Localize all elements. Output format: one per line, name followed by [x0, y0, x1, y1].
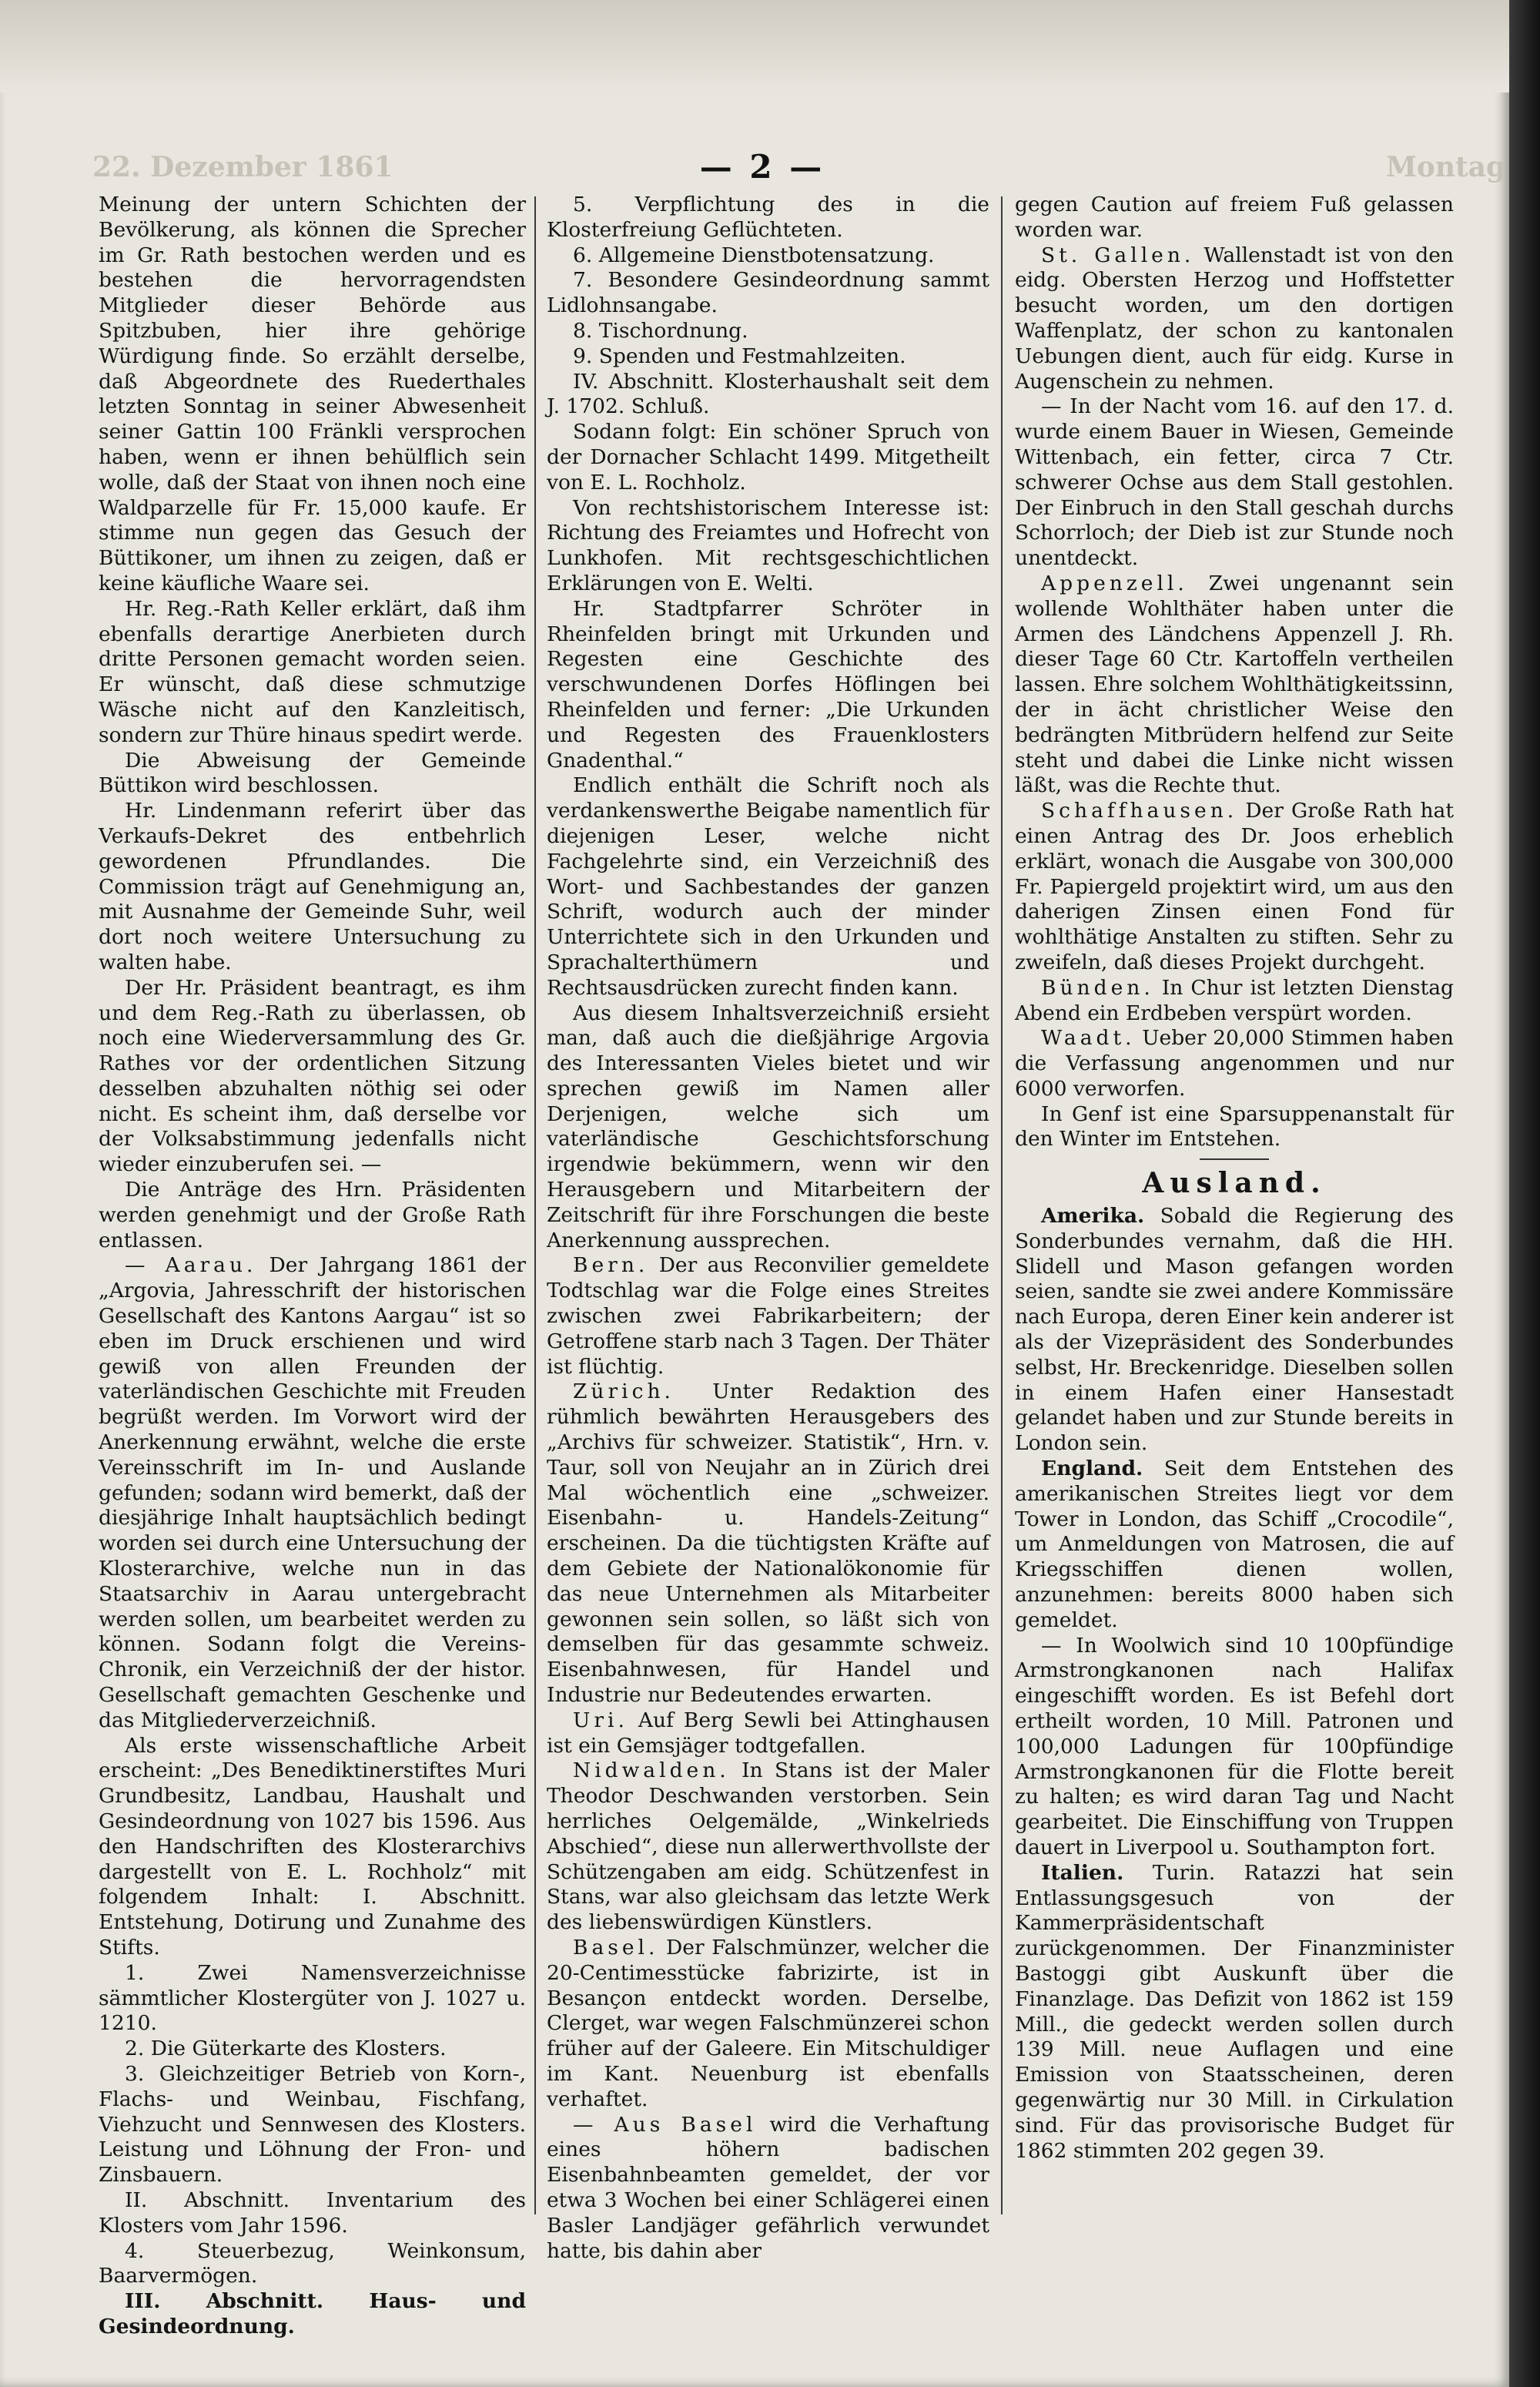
- list-item: III. Abschnitt. Haus- und Gesindeordnung.: [99, 2289, 526, 2338]
- news-text: Zwei ungenannt sein wollende Wohlthäter haben unter die Armen des Ländchens Appenzell J. Rh. dieser Tage 60 Ctr. Kartoffeln vertheilen lassen. Ehre solchem Wohlthätigkeitssinn, der in ächt christlicher Weise den bedrängten Mitbrüdern helfend zur Seite steht und dabei die Linke nicht wissen läßt, was die Rechte thut.: [1015, 571, 1454, 798]
- news-item: [547, 1758, 989, 1936]
- paragraph: Der Hr. Präsident beantragt, es ihm und dem Reg.-Rath zu überlassen, ob noch eine Wiederversammlung des Gr. Rathes vor der ordentlichen Sitzung desselben abzuhalten nöthig sei oder nicht. Es scheint ihm, daß derselbe vor der Volksabstimmung jedenfalls nicht wieder einzuberufen sei. —: [99, 975, 526, 1177]
- list-item: 4. Steuerbezug, Weinkonsum, Baarvermögen.: [99, 2238, 526, 2288]
- paragraph: Hr. Lindenmann referirt über das Verkaufs-Dekret des entbehrlich gewordenen Pfrundlandes. Die Commission trägt auf Genehmigung an, mit Ausnahme der Gemeinde Suhr, weil dort noch weitere Untersuchung zu walten habe.: [99, 799, 526, 974]
- paragraph: Von rechtshistorischem Interesse ist: Richtung des Freiamtes und Hofrecht von Lunkhofen. Mit rechtsgeschichtlichen Erklärungen von E. Welti.: [547, 495, 989, 595]
- news-text: In Stans ist der Maler Theodor Deschwanden verstorben. Sein herrliches Oelgemälde, „Winkelrieds Abschied“, diese nun allerwerthvollste der Schützengaben am eidg. Schützenfest in Stans, war also gleichsam das letzte Werk des liebenswürdigen Künstlers.: [547, 1758, 989, 1935]
- list-item: 7. Besondere Gesindeordnung sammt Lidlohnsangabe.: [547, 268, 989, 318]
- news-text: Turin. Ratazzi hat sein Entlassungsgesuch von der Kammerpräsidentschaft zurückgenommen. Der Finanzminister Bastoggi gibt Auskunft über die Finanzlage. Das Defizit von 1862 ist 159 Mill., die gedeckt werden sollen durch 139 Mill. neue Auflagen und eine Emission von Staatsscheinen, deren gegenwärtig nur 30 Mill. in Cirkulation sind. Für das provisorische Budget für 1862 stimmten 202 gegen 39.: [1015, 1860, 1454, 2163]
- news-item: [1015, 394, 1454, 572]
- column-1: [99, 193, 526, 2338]
- news-text: Ueber 20,000 Stimmen haben die Verfassung angenommen und nur 6000 verworfen.: [1015, 1026, 1454, 1101]
- news-item: [1015, 976, 1454, 1027]
- location-label: Zürich.: [573, 1380, 675, 1404]
- location-label: Appenzell.: [1041, 571, 1188, 595]
- paragraph: Endlich enthält die Schrift noch als verdankenswerthe Beigabe namentlich für diejenigen Leser, welche nicht Fachgelehrte sind, ein Verzeichniß des Wort- und Sachbestandes der ganzen Schrift, wodurch auch der minder Unterrichtete sich in den Urkunden und Sprachalterthümern und Rechtsausdrücken zurecht finden kann.: [547, 773, 989, 1000]
- news-text: Auf Berg Sewli bei Attinghausen ist ein Gemsjäger todtgefallen.: [547, 1708, 989, 1758]
- news-text: gegen Caution auf freiem Fuß gelassen worden war.: [1015, 193, 1454, 242]
- news-item: [547, 1936, 989, 2113]
- paragraph: Die Abweisung der Gemeinde Büttikon wird beschlossen.: [99, 748, 526, 798]
- news-item: [547, 1253, 989, 1380]
- news-item: [1015, 193, 1454, 243]
- paragraph: Die Anträge des Hrn. Präsidenten werden genehmigt und der Große Rath entlassen.: [99, 1178, 526, 1252]
- news-item: [1015, 799, 1454, 976]
- bleed-through-text-right: Montag: [1386, 151, 1506, 183]
- list-item: 9. Spenden und Festmahlzeiten.: [573, 344, 906, 368]
- location-label: Bünden.: [1041, 975, 1154, 1000]
- column-rule: [1001, 196, 1003, 2214]
- news-text: wird die Verhaftung eines höhern badischen Eisenbahnbeamten gemeldet, der vor etwa 3 Wochen bei einer Schlägerei einen Basler Landjäger gefährlich verwundet hatte, bis dahin aber: [547, 2112, 989, 2263]
- location-label: Waadt.: [1041, 1026, 1136, 1051]
- bleed-through-text-left: 22. Dezember 1861: [92, 151, 393, 183]
- paragraph: Aus diesem Inhaltsverzeichniß ersieht man, daß auch die dießjährige Argovia des Interessanten Vieles bietet und wir sprechen gewiß im Namen aller Derjenigen, welche sich um vaterländische Geschichtsforschung irgendwie bekümmern, wenn wir den Herausgebern und Mitarbeitern der Zeitschrift für ihre Forschungen die beste Anerkennung aussprechen.: [547, 1001, 989, 1252]
- list-item: II. Abschnitt. Inventarium des Klosters vom Jahr 1596.: [99, 2188, 526, 2238]
- news-text: Der aus Reconvilier gemeldete Todtschlag war die Folge eines Streites zwischen zwei Fabrikarbeitern; der Getroffene starb nach 3 Tagen. Der Thäter ist flüchtig.: [547, 1253, 989, 1379]
- news-item: [1015, 1204, 1454, 1457]
- news-item: [1015, 1457, 1454, 1634]
- news-text: — In Woolwich sind 10 100pfündige Armstrongkanonen nach Halifax eingeschifft worden. Es ist Befehl dort ertheilt worden, 10 Mill. Patronen und 100,000 Ladungen für 100pfündige Armstrongkanonen für die Flotte bereit zu halten; es wird daran Tag und Nacht gearbeitet. Die Einschiffung von Truppen dauert in Liverpool u. Southampton fort.: [1015, 1633, 1454, 1859]
- location-label: St. Gallen.: [1041, 243, 1195, 267]
- news-item: [1015, 572, 1454, 799]
- country-label: England.: [1041, 1457, 1143, 1481]
- news-text: Unter Redaktion des rühmlich bewährten Herausgebers des „Archivs für schweizer. Statistik“, Hrn. v. Taur, soll von Neujahr an in Zürich drei Mal wöchentlich eine „schweizer. Eisenbahn- u. Handels-Zeitung“ erscheinen. Da die tüchtigsten Kräfte auf dem Gebiete der Nationalökonomie für das neue Unternehmen als Mitarbeiter gewonnen sein sollen, so läßt sich von demselben für das gesammte schweiz. Eisenbahnwesen, für Handel und Industrie nur Bedeutendes erwarten.: [547, 1380, 989, 1708]
- location-label: Nidwalden.: [573, 1758, 730, 1783]
- country-label: Amerika.: [1041, 1204, 1145, 1229]
- column-2: [547, 193, 989, 2263]
- paragraph: Hr. Stadtpfarrer Schröter in Rheinfelden bringt mit Urkunden und Regesten eine Geschichte des verschwundenen Dorfes Höflingen bei Rheinfelden und ferner: „Die Urkunden und Regesten des Frauenklosters Gnadenthal.“: [547, 596, 989, 773]
- news-item: [547, 2113, 989, 2265]
- scanner-edge: [1509, 0, 1540, 2387]
- section-heading-ausland: Ausland.: [1142, 1167, 1327, 1200]
- page-number: — 2 —: [699, 148, 825, 186]
- news-text: In Chur ist letzten Dienstag Abend ein Erdbeben verspürt worden.: [1015, 975, 1454, 1025]
- news-item: [547, 1380, 989, 1708]
- list-item: 8. Tischordnung.: [573, 318, 748, 343]
- news-item-aarau: [99, 1253, 526, 1733]
- location-label: Bern.: [573, 1253, 649, 1278]
- paragraph: Sodann folgt: Ein schöner Spruch von der Dornacher Schlacht 1499. Mitgetheilt von E. L. Rochholz.: [547, 420, 989, 494]
- news-text: Sobald die Regierung des Sonderbundes vernahm, daß die HH. Slidell und Mason gefangen worden seien, sandte sie zwei andere Kommissäre nach Europa, deren Einer kein anderer ist als der Vizepräsident des Sonderbundes selbst, Hr. Breckenridge. Dieselben sollen in einem Hafen einer Hansestadt gelandet haben und zur Stunde bereits in London sein.: [1015, 1204, 1454, 1456]
- news-text: Seit dem Entstehen des amerikanischen Streites liegt vor dem Tower in London, das Schiff „Crocodile“, um Anmeldungen von Matrosen, die auf Kriegsschiffen dienen wollen, anzunehmen: bereits 8000 haben sich gemeldet.: [1015, 1457, 1454, 1632]
- section-divider: [1200, 1158, 1269, 1160]
- location-label: Schaffhausen.: [1041, 799, 1238, 823]
- paragraph: Hr. Reg.-Rath Keller erklärt, daß ihm ebenfalls derartige Anerbieten durch dritte Personen gemacht worden seien. Er wünscht, daß diese schmutzige Wäsche nicht auf den Kanzleitisch, sondern zur Thüre hinaus spedirt werde.: [99, 596, 526, 747]
- paragraph: Meinung der untern Schichten der Bevölkerung, als können die Sprecher im Gr. Rath bestochen werden und es bestehen die hervorragendsten Mitglieder dieser Behörde aus Spitzbuben, hier ihre gehörige Würdigung finde. So erzählt derselbe, daß Abgeordnete des Ruederthales letzten Sonntag in seiner Abwesenheit seiner Gattin 100 Fränkli versprochen haben, wenn er ihnen behülflich sein wolle, daß der Staat von ihnen noch eine Waldparzelle für Fr. 15,000 kaufe. Er stimme nun gegen das Gesuch der Büttikoner, um ihnen zu zeigen, daß er keine käufliche Waare sei.: [99, 193, 526, 595]
- location-label: — Aus Basel: [573, 2112, 757, 2137]
- location-label: Uri.: [573, 1708, 628, 1732]
- column-rule: [534, 196, 536, 2214]
- location-label: — Aarau.: [125, 1253, 257, 1278]
- list-item: 6. Allgemeine Dienstbotensatzung.: [573, 243, 935, 267]
- news-item: [1015, 1026, 1454, 1101]
- list-item: IV. Abschnitt. Klosterhaushalt seit dem J. 1702. Schluß.: [547, 369, 989, 419]
- page-top-shading: [0, 0, 1509, 92]
- news-item: [1015, 243, 1454, 395]
- news-item: [1015, 1634, 1454, 1861]
- news-text: Der Jahrgang 1861 der „Argovia, Jahresschrift der historischen Gesellschaft des Kantons Aargau“ ist so eben im Druck erschienen und wird gewiß von allen Freunden der vaterländischen Geschichte mit Freuden begrüßt werden. Im Vorwort wird der Anerkennung erwähnt, welche die erste Vereinsschrift im In- und Auslande gefunden; sodann wird bemerkt, daß der diesjährige Inhalt hauptsächlich bedingt worden sei durch eine Untersuchung der Klosterarchive, welche nun in das Staatsarchiv in Aarau untergebracht werden sollen, um bearbeitet werden zu können. Sodann folgt die Vereins-Chronik, ein Verzeichniß der der histor. Gesellschaft gemachten Geschenke und das Mitgliederverzeichniß.: [99, 1253, 526, 1732]
- country-label: Italien.: [1041, 1860, 1124, 1885]
- list-item: 1. Zwei Namensverzeichnisse sämmtlicher Klostergüter von J. 1027 u. 1210.: [99, 1960, 526, 2036]
- news-text: Der Falschmünzer, welcher die 20-Centimesstücke fabrizirte, ist in Besançon entdeckt worden. Derselbe, Clerget, war wegen Falschmünzerei schon früher auf der Galeere. Ein Mitschuldiger im Kant. Neuenburg ist ebenfalls verhaftet.: [547, 1935, 989, 2111]
- list-item: 3. Gleichzeitiger Betrieb von Korn-, Flachs- und Weinbau, Fischfang, Viehzucht und Sennwesen des Klosters. Leistung und Löhnung der Fron- und Zinsbauern.: [99, 2061, 526, 2188]
- news-item: [1015, 1102, 1454, 1153]
- news-item: [547, 1708, 989, 1759]
- paragraph: Als erste wissenschaftliche Arbeit erscheint: „Des Benediktinerstiftes Muri Grundbesitz, Landbau, Haushalt und Gesindeordnung von 1027 bis 1596. Aus den Handschriften des Klosterarchivs dargestellt von E. L. Rochholz“ mit folgendem Inhalt: I. Abschnitt. Entstehung, Dotirung und Zunahme des Stifts.: [99, 1733, 526, 1960]
- list-item: 2. Die Güterkarte des Klosters.: [125, 2037, 447, 2061]
- column-3: [1015, 193, 1454, 2226]
- news-item: [1015, 1861, 1454, 2164]
- news-text: In Genf ist eine Sparsuppenanstalt für den Winter im Entstehen.: [1015, 1101, 1454, 1152]
- location-label: Basel.: [573, 1935, 659, 1960]
- news-text: Wallenstadt ist von den eidg. Obersten Herzog und Hoffstetter besucht worden, um den dortigen Waffenplatz, der schon zu kantonalen Uebungen dient, auch für eidg. Kurse in Augenschein zu nehmen.: [1015, 243, 1454, 394]
- news-text: Der Große Rath hat einen Antrag des Dr. Joos erheblich erklärt, wonach die Ausgabe von 300,000 Fr. Papiergeld projektirt wird, um aus den daherigen Zinsen einen Fond für wohlthätige Anstalten zu stiften. Sehr zu zweifeln, daß dieses Projekt durchgeht.: [1015, 799, 1454, 974]
- news-text: — In der Nacht vom 16. auf den 17. d. wurde einem Bauer in Wiesen, Gemeinde Wittenbach, ein fetter, circa 7 Ctr. schwerer Ochse aus dem Stall gestohlen. Der Einbruch in den Stall geschah durchs Schorrloch; der Dieb ist zur Stunde noch unentdeckt.: [1015, 394, 1454, 571]
- list-item: 5. Verpflichtung des in die Klosterfreiung Geflüchteten.: [547, 193, 989, 242]
